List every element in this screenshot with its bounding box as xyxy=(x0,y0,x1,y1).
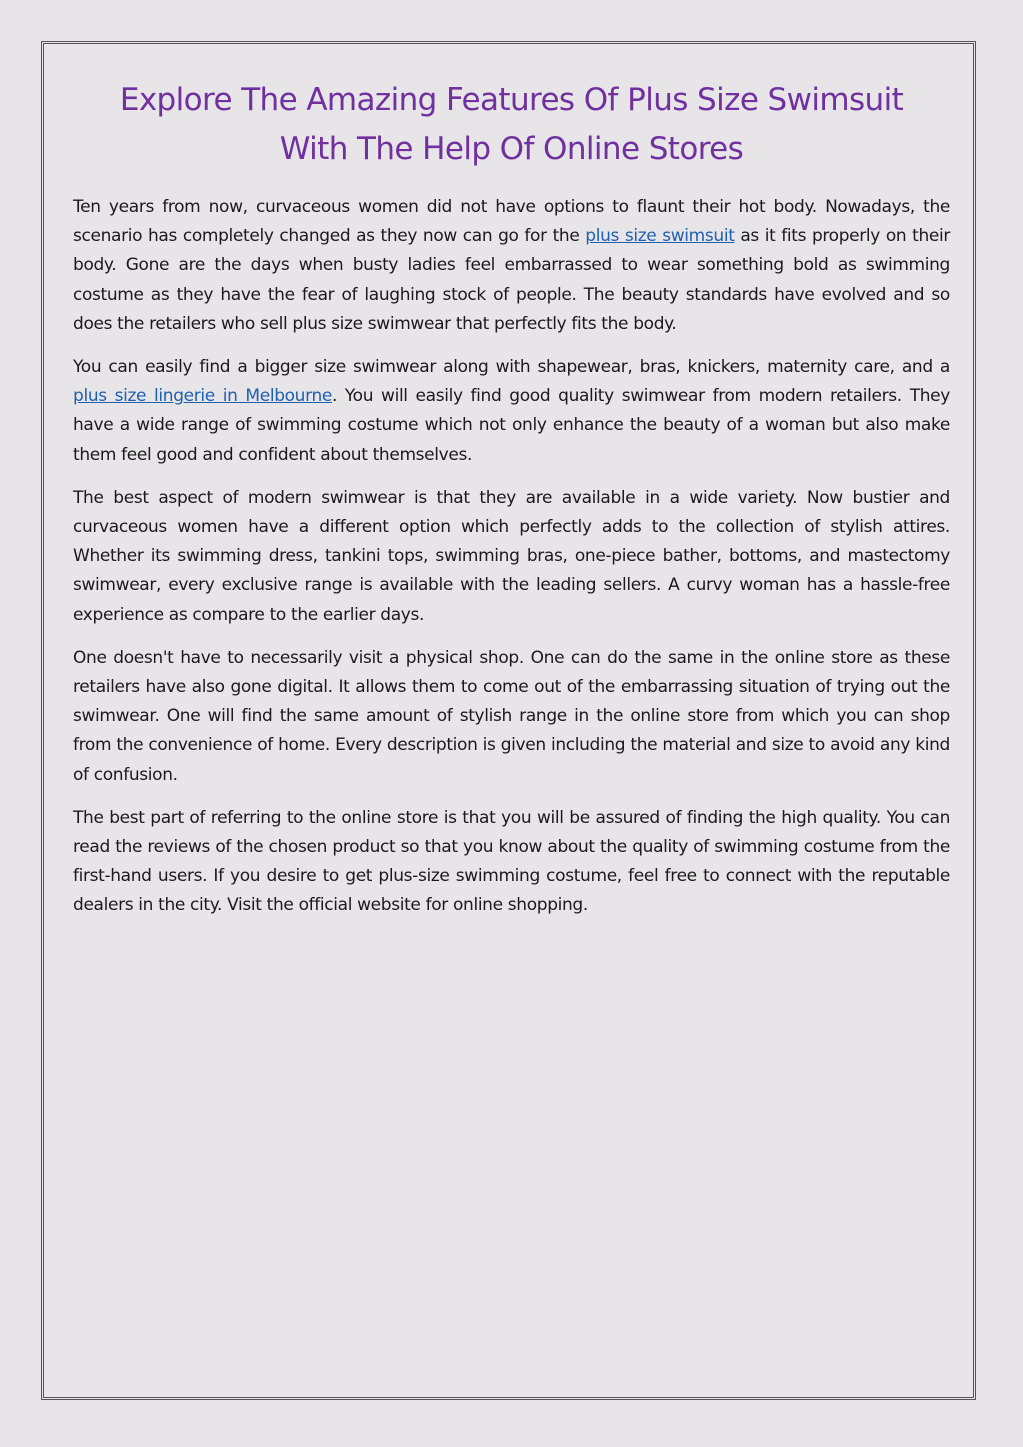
document-body xyxy=(73,76,950,935)
title-line-2: With The Help Of Online Stores xyxy=(279,131,744,167)
paragraph-3: The best aspect of modern swimwear is that they are available in a wide variety. Now bustier and curvaceous women have a different option which perfectly adds to the collection of stylish attires. Whether its swimming dress, tankini tops, swimming bras, one-piece bather, bottoms, and mastectomy swimwear, every exclusive range is available with the leading sellers. A curvy woman has a hassle-free experience as compare to the earlier days. xyxy=(73,487,950,625)
paragraph-2-text-before: You can easily find a bigger size swimwear along with shapewear, bras, knickers, maternity care, and a xyxy=(73,357,950,378)
paragraph-1-text-after: as it fits properly on their body. Gone are the days when busty ladies feel embarrassed to wear something bold as swimming costume as they have the fear of laughing stock of people. The beauty standards have evolved and so does the retailers who sell plus size swimwear that perfectly fits the body. xyxy=(73,226,950,334)
title-line-1: Explore The Amazing Features Of Plus Size Swimsuit xyxy=(119,82,904,118)
document-title xyxy=(73,76,950,174)
paragraph-1-text-before: Ten years from now, curvaceous women did not have options to flaunt their hot body. Nowadays, the scenario has completely changed as they now can go for the xyxy=(73,197,950,247)
plus-size-lingerie-link[interactable]: plus size lingerie in Melbourne xyxy=(73,386,332,407)
plus-size-swimsuit-link[interactable]: plus size swimsuit xyxy=(585,226,735,247)
paragraph-1 xyxy=(73,193,950,339)
paragraph-2-text-after: . You will easily find good quality swimwear from modern retailers. They have a wide range of swimming costume which not only enhance the beauty of a woman but also make them feel good and confident about themselves. xyxy=(73,386,950,465)
paragraph-2 xyxy=(73,353,950,470)
paragraph-5: The best part of referring to the online store is that you will be assured of finding the high quality. You can read the reviews of the chosen product so that you know about the quality of swimming costume from the first-hand users. If you desire to get plus-size swimming costume, feel free to connect with the reputable dealers in the city. Visit the official website for online shopping. xyxy=(73,807,950,916)
paragraph-4: One doesn't have to necessarily visit a physical shop. One can do the same in the online store as these retailers have also gone digital. It allows them to come out of the embarrassing situation of trying out the swimwear. One will find the same amount of stylish range in the online store from which you can shop from the convenience of home. Every description is given including the material and size to avoid any kind of confusion. xyxy=(73,647,950,785)
